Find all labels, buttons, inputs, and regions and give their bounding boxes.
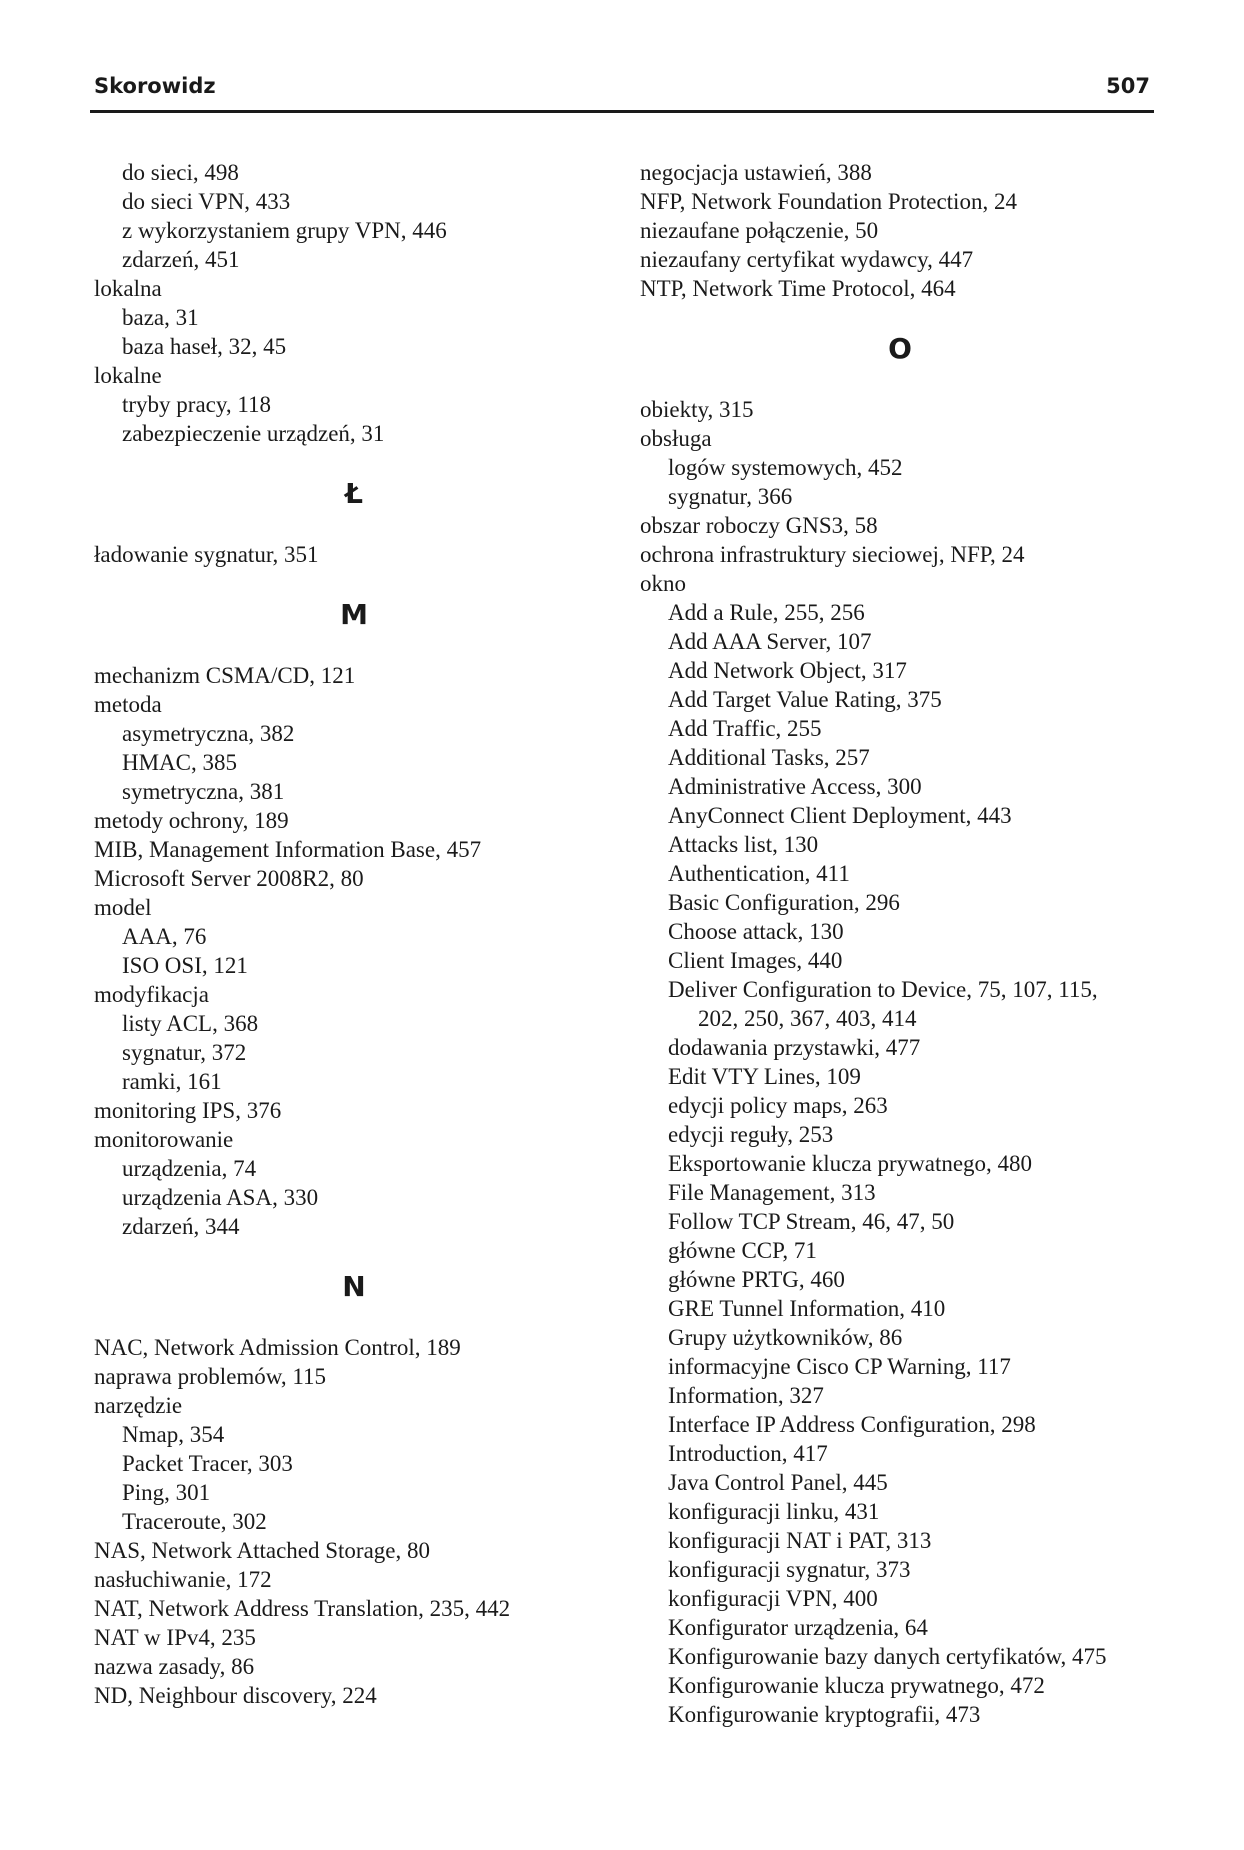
index-subentry: AAA, 76 (122, 924, 207, 949)
index-subentry: główne CCP, 71 (668, 1238, 817, 1263)
index-entry: NFP, Network Foundation Protection, 24 (640, 189, 1017, 214)
index-entry: model (94, 895, 152, 920)
index-subentry: informacyjne Cisco CP Warning, 117 (668, 1354, 1011, 1379)
index-subentry: Eksportowanie klucza prywatnego, 480 (668, 1151, 1033, 1176)
index-entry: okno (640, 571, 686, 596)
index-entry: niezaufane połączenie, 50 (640, 218, 879, 243)
index-entry: obszar roboczy GNS3, 58 (640, 513, 878, 538)
index-subentry: ramki, 161 (122, 1069, 222, 1094)
index-entry: ładowanie sygnatur, 351 (94, 542, 319, 567)
index-entry: ochrona infrastruktury sieciowej, NFP, 24 (640, 542, 1025, 567)
index-subentry: Add a Rule, 255, 256 (668, 600, 865, 625)
index-subentry: Choose attack, 130 (668, 919, 844, 944)
index-subentry: Add Network Object, 317 (668, 658, 907, 683)
index-subentry: edycji reguły, 253 (668, 1122, 834, 1147)
index-subentry: baza haseł, 32, 45 (122, 334, 287, 359)
index-entry: ND, Neighbour discovery, 224 (94, 1683, 377, 1708)
section-letter-heading: O (888, 332, 912, 365)
index-entry: metody ochrony, 189 (94, 808, 289, 833)
index-subentry: listy ACL, 368 (122, 1011, 259, 1036)
index-subentry: AnyConnect Client Deployment, 443 (668, 803, 1012, 828)
index-subentry: File Management, 313 (668, 1180, 876, 1205)
index-entry: NAT, Network Address Translation, 235, 442 (94, 1596, 511, 1621)
index-subentry: GRE Tunnel Information, 410 (668, 1296, 946, 1321)
index-entry: mechanizm CSMA/CD, 121 (94, 663, 356, 688)
index-subentry: Basic Configuration, 296 (668, 890, 900, 915)
index-subentry: zdarzeń, 344 (122, 1214, 240, 1239)
index-subentry: do sieci, 498 (122, 160, 239, 185)
index-subentry: symetryczna, 381 (122, 779, 285, 804)
index-entry: monitorowanie (94, 1127, 234, 1152)
index-subentry: Authentication, 411 (668, 861, 850, 886)
index-subentry: do sieci VPN, 433 (122, 189, 291, 214)
index-subentry: konfiguracji sygnatur, 373 (668, 1557, 911, 1582)
index-subentry: Traceroute, 302 (122, 1509, 267, 1534)
index-subentry: Konfigurowanie bazy danych certyfikatów, 475 (668, 1644, 1107, 1669)
index-subentry: Add Traffic, 255 (668, 716, 822, 741)
index-column-right (640, 158, 1160, 1729)
index-subentry: Add Target Value Rating, 375 (668, 687, 942, 712)
index-subentry: Administrative Access, 300 (668, 774, 922, 799)
index-subentry: Java Control Panel, 445 (668, 1470, 888, 1495)
index-subentry: Grupy użytkowników, 86 (668, 1325, 903, 1350)
index-subentry: Konfigurator urządzenia, 64 (668, 1615, 928, 1640)
index-subentry: z wykorzystaniem grupy VPN, 446 (122, 218, 447, 243)
index-entry: obiekty, 315 (640, 397, 754, 422)
index-column-left (94, 158, 614, 1710)
index-subentry: urządzenia ASA, 330 (122, 1185, 319, 1210)
index-entry: narzędzie (94, 1393, 183, 1418)
index-subentry: Information, 327 (668, 1383, 824, 1408)
section-letter-heading: M (340, 598, 368, 631)
index-entry: modyfikacja (94, 982, 209, 1007)
index-subentry: logów systemowych, 452 (668, 455, 903, 480)
index-subentry: sygnatur, 366 (668, 484, 793, 509)
index-entry: obsługa (640, 426, 712, 451)
index-subentry: Client Images, 440 (668, 948, 843, 973)
index-entry: nazwa zasady, 86 (94, 1654, 255, 1679)
index-subentry: 202, 250, 367, 403, 414 (698, 1006, 917, 1031)
index-entry: niezaufany certyfikat wydawcy, 447 (640, 247, 974, 272)
index-entry: NTP, Network Time Protocol, 464 (640, 276, 956, 301)
index-subentry: zdarzeń, 451 (122, 247, 240, 272)
index-entry: NAC, Network Admission Control, 189 (94, 1335, 461, 1360)
index-subentry: Additional Tasks, 257 (668, 745, 870, 770)
section-letter-heading: Ł (345, 477, 363, 510)
index-subentry: Follow TCP Stream, 46, 47, 50 (668, 1209, 955, 1234)
index-subentry: główne PRTG, 460 (668, 1267, 845, 1292)
index-subentry: Attacks list, 130 (668, 832, 819, 857)
index-subentry: zabezpieczenie urządzeń, 31 (122, 421, 385, 446)
index-subentry: Add AAA Server, 107 (668, 629, 872, 654)
index-subentry: Deliver Configuration to Device, 75, 107, 115, (668, 977, 1098, 1002)
index-entry: MIB, Management Information Base, 457 (94, 837, 482, 862)
index-entry: Microsoft Server 2008R2, 80 (94, 866, 364, 891)
section-letter-heading: N (342, 1270, 366, 1303)
index-subentry: asymetryczna, 382 (122, 721, 295, 746)
index-subentry: sygnatur, 372 (122, 1040, 247, 1065)
index-subentry: HMAC, 385 (122, 750, 238, 775)
index-entry: metoda (94, 692, 162, 717)
index-subentry: konfiguracji NAT i PAT, 313 (668, 1528, 932, 1553)
page-number: 507 (1106, 74, 1150, 98)
index-subentry: edycji policy maps, 263 (668, 1093, 888, 1118)
index-entry: negocjacja ustawień, 388 (640, 160, 872, 185)
index-entry: naprawa problemów, 115 (94, 1364, 327, 1389)
header-title: Skorowidz (94, 74, 216, 98)
index-subentry: Konfigurowanie kryptografii, 473 (668, 1702, 981, 1727)
index-subentry: Ping, 301 (122, 1480, 211, 1505)
index-subentry: Introduction, 417 (668, 1441, 828, 1466)
index-subentry: ISO OSI, 121 (122, 953, 248, 978)
index-entry: nasłuchiwanie, 172 (94, 1567, 272, 1592)
index-subentry: Konfigurowanie klucza prywatnego, 472 (668, 1673, 1045, 1698)
index-subentry: dodawania przystawki, 477 (668, 1035, 921, 1060)
index-entry: lokalna (94, 276, 162, 301)
index-entry: NAS, Network Attached Storage, 80 (94, 1538, 430, 1563)
index-subentry: konfiguracji linku, 431 (668, 1499, 880, 1524)
index-subentry: Interface IP Address Configuration, 298 (668, 1412, 1036, 1437)
index-subentry: urządzenia, 74 (122, 1156, 257, 1181)
index-subentry: tryby pracy, 118 (122, 392, 272, 417)
running-header (90, 70, 1154, 113)
index-subentry: Edit VTY Lines, 109 (668, 1064, 861, 1089)
index-subentry: Packet Tracer, 303 (122, 1451, 293, 1476)
index-entry: NAT w IPv4, 235 (94, 1625, 256, 1650)
index-subentry: Nmap, 354 (122, 1422, 225, 1447)
index-subentry: baza, 31 (122, 305, 199, 330)
index-subentry: konfiguracji VPN, 400 (668, 1586, 878, 1611)
index-entry: lokalne (94, 363, 162, 388)
index-entry: monitoring IPS, 376 (94, 1098, 282, 1123)
